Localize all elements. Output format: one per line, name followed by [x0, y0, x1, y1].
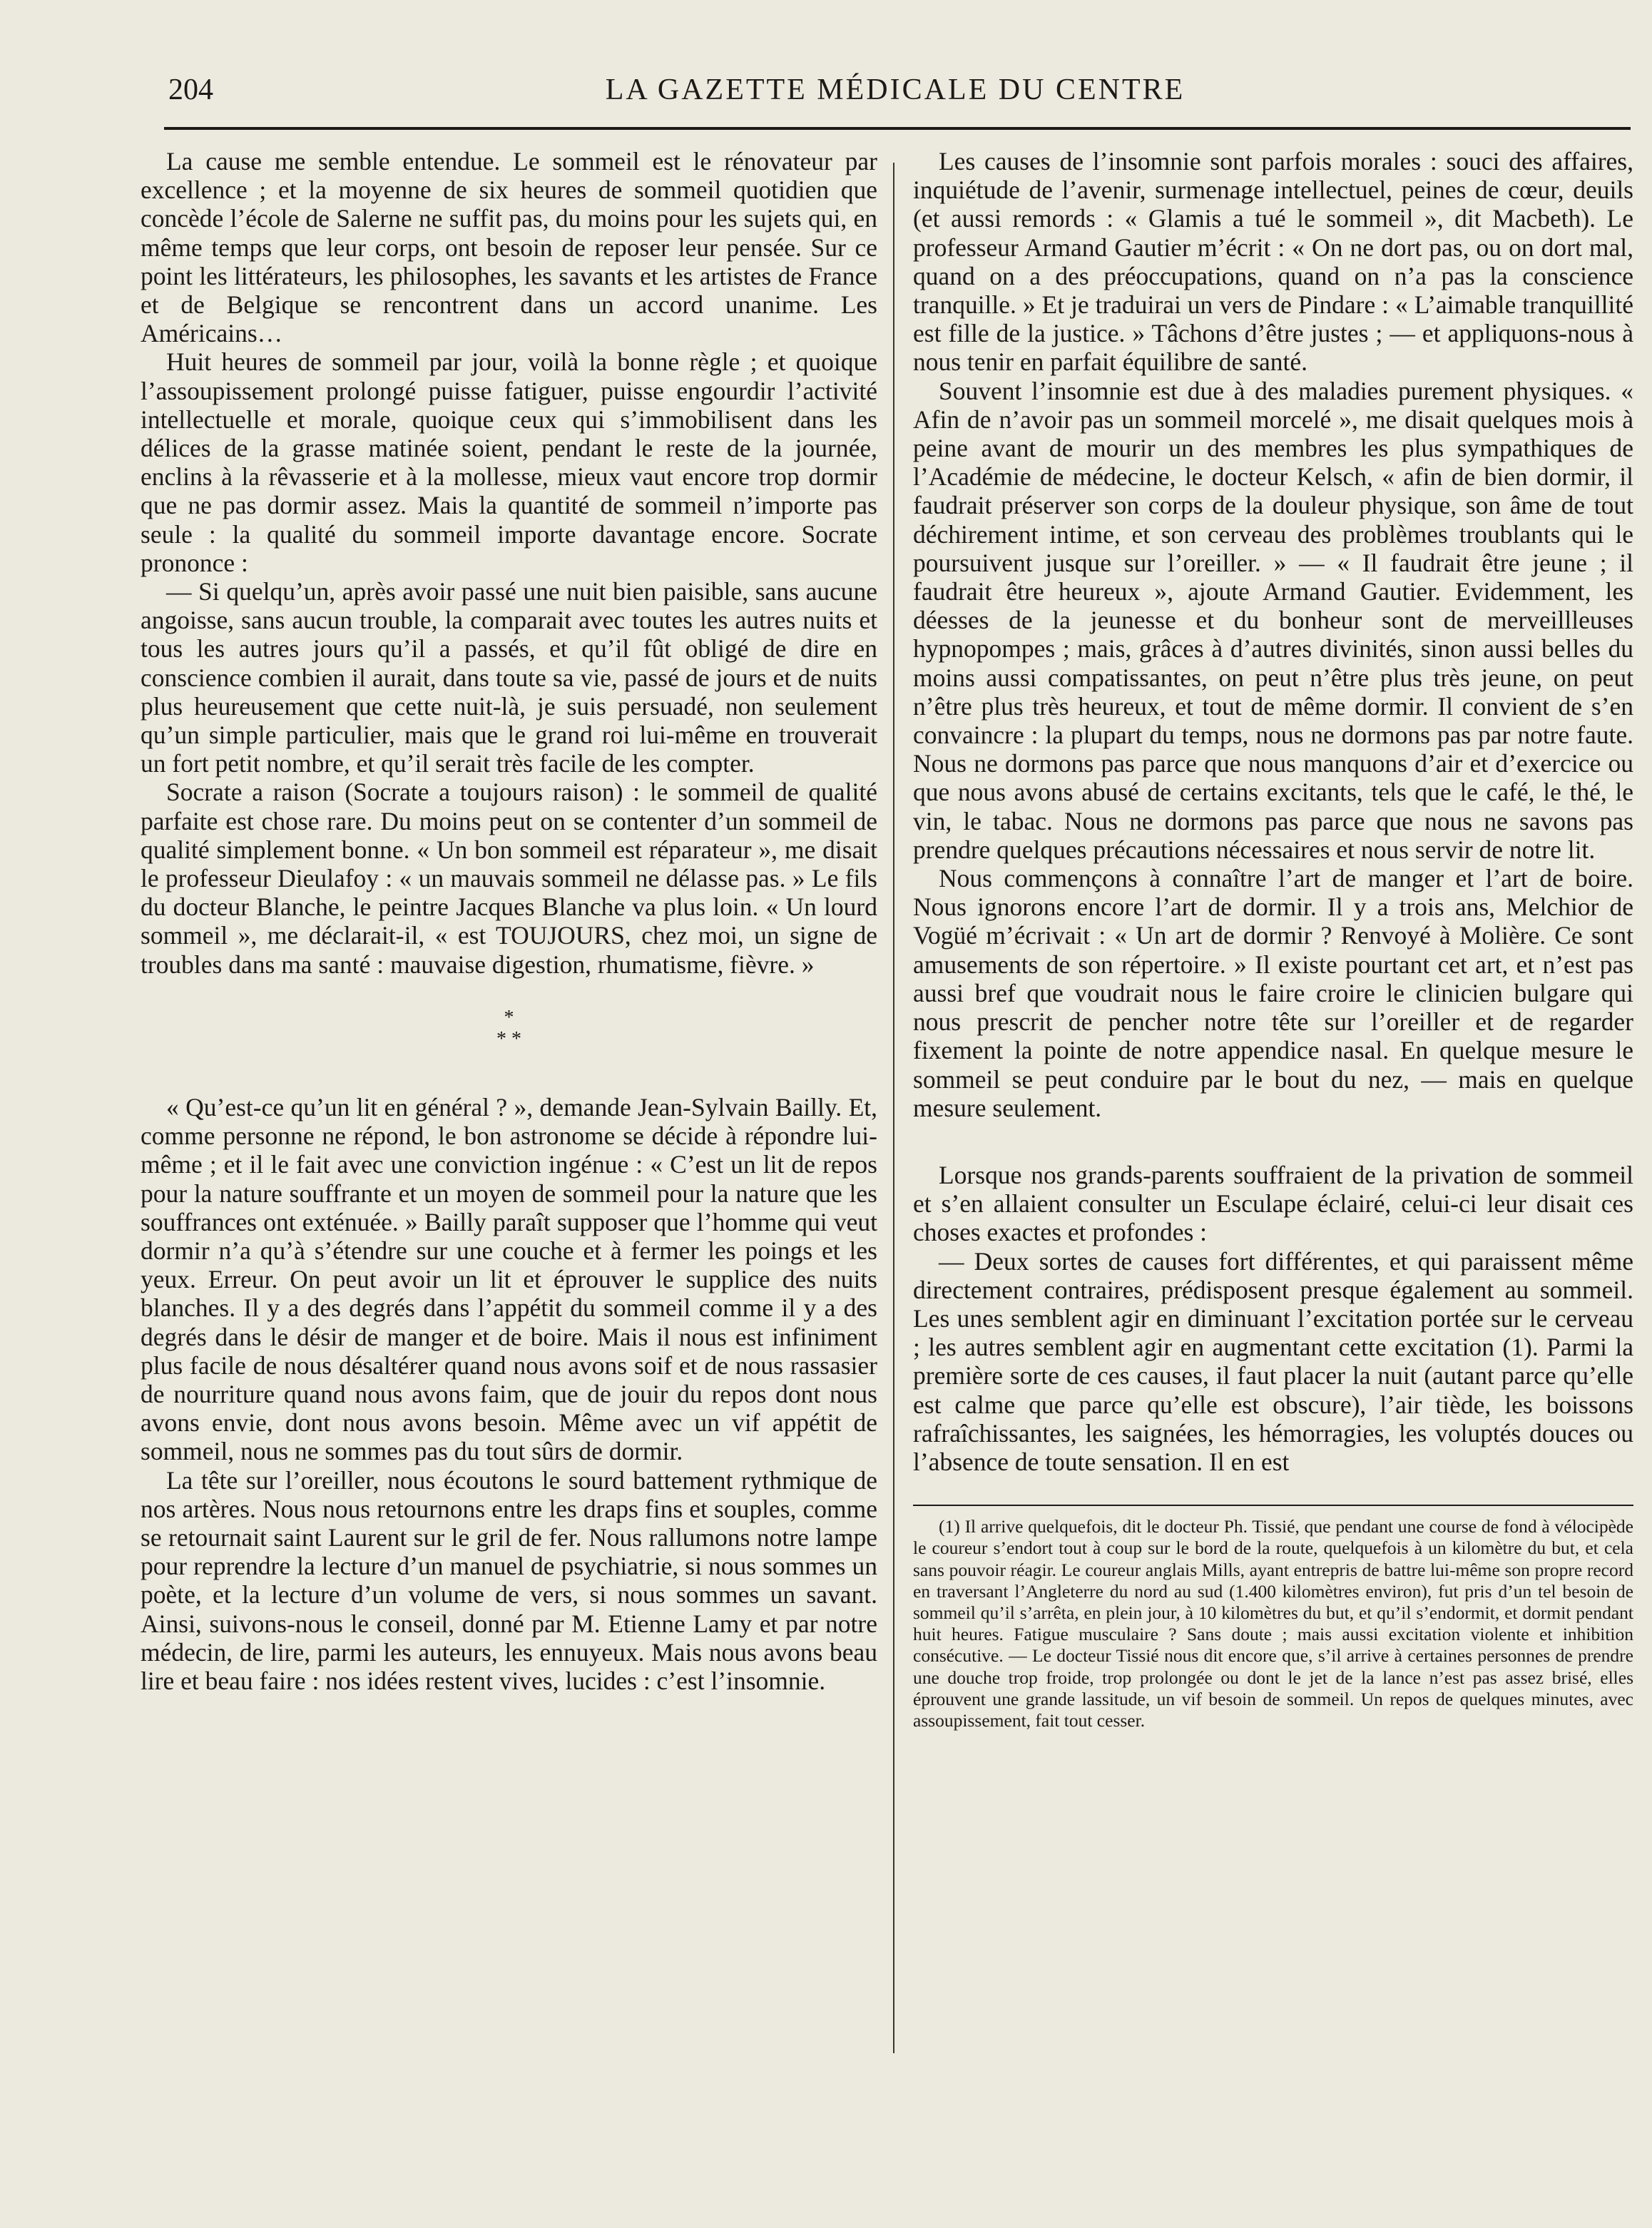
paragraph: Socrate a raison (Socrate a toujours raison) : le sommeil de qualité parfaite est chose rare. Du moins peut on se contenter d’un sommeil de qualité simplement bonne. « Un bon sommeil est réparateur », me disait le professeur Dieulafoy : « un mauvais sommeil ne délasse pas. » Le fils du docteur Blanche, le peintre Jacques Blanche va plus loin. « Un lourd sommeil », me déclarait-il, « est TOUJOURS, chez moi, un signe de troubles dans ma santé : mauvaise digestion, rhumatisme, fièvre. »	[141, 778, 877, 979]
left-column	[141, 147, 877, 1695]
page-number: 204	[168, 73, 213, 106]
paragraph: — Si quelqu’un, après avoir passé une nuit bien paisible, sans aucune angoisse, sans aucun trouble, la comparait avec toutes les autres nuits et tous les autres jours qu’il a passés, et qu’il fût obligé de dire en conscience combien il aurait, dans toute sa vie, passé de jours et de nuits plus heureusement que cette nuit-là, je suis persuadé, non seulement qu’un simple particulier, mais que le grand roi lui-même en trouverait un fort petit nombre, et qu’il serait très facile de les compter.	[141, 577, 877, 778]
paragraph: — Deux sortes de causes fort différentes, et qui paraissent même directement contraires, prédisposent presque également au sommeil. Les unes semblent agir en diminuant l’excitation portée sur le cerveau ; les autres semblent agir en augmentant cette excitation (1). Parmi la première sorte de ces causes, il faut placer la nuit (autant parce qu’elle est calme que parce qu’elle est obscure), l’air tiède, les boissons rafraîchissantes, les saignées, les hémorragies, les voluptés douces ou l’absence de toute sensation. Il en est	[913, 1246, 1633, 1476]
footnote: (1) Il arrive quelquefois, dit le docteur Ph. Tissié, que pendant une course de fond à vélocipède le coureur s’endort tout à coup sur le bord de la route, quelquefois à un kilomètre du but, et cela sans pouvoir réagir. Le coureur anglais Mills, ayant entrepris de battre lui-même son propre record en traversant l’Angleterre du nord au sud (1.400 kilomètres environ), fut pris d’un tel besoin de sommeil qu’il s’arrêta, en plein jour, à 10 kilomètres du but, et qu’il s’endormit, et dormit pendant huit heures. Fatigue musculaire ? Sans doute ; mais aussi excitation violente et inhibition consécutive. — Le docteur Tissié nous dit encore que, s’il arrive à certaines personnes de prendre une douche trop froide, trop prolongée ou dont le jet de la lance n’est pas assez brisé, elles éprouvent une grande lassitude, un vif besoin de sommeil. Un repos de quelques minutes, avec assoupissement, fait tout cesser.	[913, 1516, 1633, 1731]
paragraph: Huit heures de sommeil par jour, voilà la bonne règle ; et quoique l’assoupissement prolongé puisse fatiguer, puisse engourdir l’activité intellectuelle et morale, quoique ceux qui s’immobilisent dans les délices de la grasse matinée soient, pendant le reste de la journée, enclins à la rêvasserie et à la mollesse, mieux vaut encore trop dormir que ne pas dormir assez. Mais la quantité de sommeil n’importe pas seule : la qualité du sommeil importe davantage encore. Socrate prononce :	[141, 347, 877, 577]
section-gap	[913, 1122, 1633, 1161]
paragraph: Souvent l’insomnie est due à des maladies purement physiques. « Afin de n’avoir pas un sommeil morcelé », me disait quelques mois à peine avant de mourir un des membres les plus sympathiques de l’Académie de médecine, le docteur Kelsch, « afin de bien dormir, il faudrait préserver son corps de la douleur physique, son âme de tout déchirement intime, et son cerveau des problèmes troublants qui le poursuivent jusque sur l’oreiller. » — « Il faudrait être jeune ; il faudrait être heureux », ajoute Armand Gautier. Evidemment, les déesses de la jeunesse et du bonheur sont de merveillleuses hypnopompes ; mais, grâces à d’autres divinités, sinon aussi belles du moins aussi compatissantes, on peut n’être plus très jeune, on peut n’être plus très heureux, et tout de même dormir. Il convient de s’en convaincre : la plupart du temps, nous ne dormons pas par notre faute. Nous ne dormons pas parce que nous manquons d’air et d’exercice ou que nous avons abusé de certains excitants, tels que le café, le thé, le vin, le tabac. Nous ne dormons pas parce que nous ne savons pas prendre quelques précautions nécessaires et nous servir de notre lit.	[913, 376, 1633, 864]
paragraph: Les causes de l’insomnie sont parfois morales : souci des affaires, inquiétude de l’avenir, surmenage intellectuel, peines de cœur, deuils (et aussi remords : « Glamis a tué le sommeil », dit Macbeth). Le professeur Armand Gautier m’écrit : « On ne dort pas, ou on dort mal, quand on a des préoccupations, quand on n’a pas la conscience tranquille. » Et je traduirai un vers de Pindare : « L’aimable tranquillité est fille de la justice. » Tâchons d’être justes ; — et appliquons-nous à nous tenir en parfait équilibre de santé.	[913, 147, 1633, 377]
header-rule	[164, 127, 1631, 130]
paragraph: Lorsque nos grands-parents souffraient de la privation de sommeil et s’en allaient consulter un Esculape éclairé, celui-ci leur disait ces choses exactes et profondes :	[913, 1160, 1633, 1247]
right-column	[913, 147, 1633, 1731]
section-separator: * * *	[496, 1006, 521, 1050]
footnote-rule	[913, 1505, 1633, 1506]
paragraph: La tête sur l’oreiller, nous écoutons le sourd battement rythmique de nos artères. Nous nous retournons entre les draps fins et souples, comme se retournait saint Laurent sur le gril de fer. Nous rallumons notre lampe pour reprendre la lecture d’un manuel de psychiatrie, si nous sommes un poète, et la lecture d’un volume de vers, si nous sommes un savant. Ainsi, suivons-nous le conseil, donné par M. Etienne Lamy et par notre médecin, de lire, parmi les auteurs, les ennuyeux. Mais nous avons beau lire et beau faire : nos idées restent vives, lucides : c’est l’insomnie.	[141, 1465, 877, 1695]
journal-title: LA GAZETTE MÉDICALE DU CENTRE	[605, 73, 1186, 106]
paragraph: « Qu’est-ce qu’un lit en général ? », demande Jean-Sylvain Bailly. Et, comme personne ne répond, le bon astronome se décide à répondre lui-même ; et il le fait avec une conviction ingénue : « C’est un lit de repos pour la nature souffrante et un moyen de sommeil pour la nature que les souffrances ont exténuée. » Bailly paraît supposer que l’homme qui veut dormir n’a qu’à s’étendre sur une couche et à fermer les poings et les yeux. Erreur. On peut avoir un lit et éprouver le supplice des nuits blanches. Il y a des degrés dans l’appétit du sommeil comme il y a des degrés dans le désir de manger et de boire. Mais il nous est infiniment plus facile de nous désaltérer quand nous avons soif et de nous rassasier de nourriture quand nous avons faim, que de jouir du repos dont nous avons envie, dont nous avons besoin. Même avec un vif appétit de sommeil, nous ne sommes pas du tout sûrs de dormir.	[141, 1092, 877, 1466]
paragraph: La cause me semble entendue. Le sommeil est le rénovateur par excellence ; et la moyenne de six heures de sommeil quotidien que concède l’école de Salerne ne suffit pas, du moins pour les sujets qui, en même temps que leur corps, ont besoin de reposer leur pensée. Sur ce point les littérateurs, les philosophes, les savants et les artistes de France et de Belgique se rencontrent dans un accord unanime. Les Américains…	[141, 147, 877, 348]
column-divider	[893, 163, 894, 2053]
paragraph: Nous commençons à connaître l’art de manger et l’art de boire. Nous ignorons encore l’art de dormir. Il y a trois ans, Melchior de Vogüé m’écrivait : « Un art de dormir ? Renvoyé à Molière. Ce sont amusements de son répertoire. » Il existe pourtant cet art, et n’est pas aussi bref que voudrait nous le faire croire le clinicien bulgare qui nous prescrit de pencher notre tête sur l’oreiller et de regarder fixement la pointe de notre appendice nasal. En quelque mesure le sommeil se peut conduire par le bout du nez, — mais en quelque mesure seulement.	[913, 864, 1633, 1122]
running-header	[157, 73, 1633, 117]
